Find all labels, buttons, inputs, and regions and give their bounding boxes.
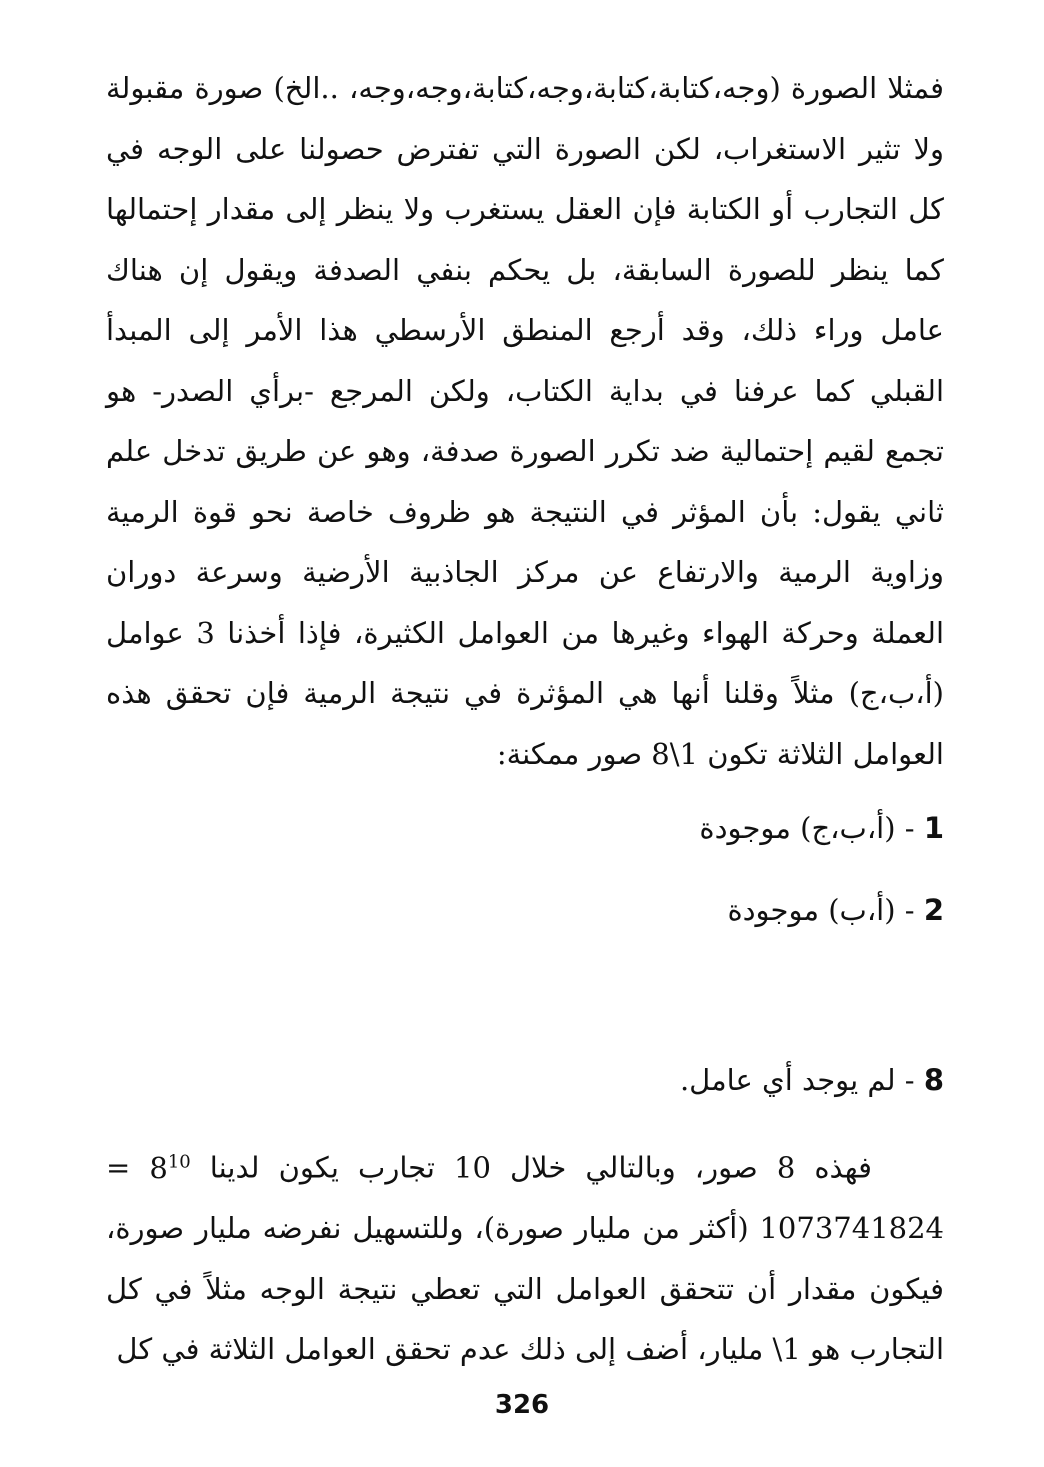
list-item-separator: -: [895, 1063, 915, 1097]
list-item-number: 2: [923, 893, 944, 927]
body-paragraph: [106, 1132, 944, 1380]
list-item-text: (أ،ب،ج) موجودة: [699, 811, 896, 845]
body-paragraph: فمثلا الصورة (وجه،كتابة،كتابة،وجه،كتابة،وجه،وجه، ..الخ) صورة مقبولة ولا تثير الاستغراب، لكن الصورة التي تفترض حصولنا على الوجه في كل التجارب أو الكتابة فإن العقل يستغرب ولا ينظر إلى مقدار إحتمالها كما ينظر للصورة السابقة، بل يحكم بنفي الصدفة ويقول إن هناك عامل وراء ذلك، وقد أرجع المنطق الأرسطي هذا الأمر إلى المبدأ القبلي كما عرفنا في بداية الكتاب، ولكن المرجع -برأي الصدر- هو تجمع لقيم إحتمالية ضد تكرر الصورة صدفة، وهو عن طريق تدخل علم ثاني يقول: بأن المؤثر في النتيجة هو ظروف خاصة نحو قوة الرمية وزاوية الرمية والارتفاع عن مركز الجاذبية الأرضية وسرعة دوران العملة وحركة الهواء وغيرها من العوامل الكثيرة، فإذا أخذنا 3 عوامل (أ،ب،ج) مثلاً وقلنا أنها هي المؤثرة في نتيجة الرمية فإن تحقق هذه العوامل الثلاثة تكون 1\8 صور ممكنة:: [106, 71, 944, 771]
list-item-number: 8: [923, 1063, 944, 1097]
list-item-separator: -: [895, 893, 915, 927]
list-item-text: لم يوجد أي عامل.: [679, 1063, 896, 1097]
page-number: 326: [494, 1390, 550, 1420]
power-base: 8: [149, 1150, 168, 1185]
list-item-text: (أ،ب) موجودة: [727, 893, 896, 927]
paragraph-text-end: = 1073741824 (أكثر من مليار صورة)، وللتسهيل نفرضه مليار صورة، فيكون مقدار أن تتحقق العوامل التي تعطي نتيجة الوجه مثلاً في كل التجارب هو 1\ مليار، أضف إلى ذلك عدم تحقق العوامل الثلاثة في كل: [106, 1150, 944, 1367]
list-item: [106, 1050, 944, 1110]
list-item-separator: -: [895, 811, 915, 845]
power-exponent: 10: [167, 1151, 191, 1172]
paragraph-text-start: فهذه 8 صور، وبالتالي خلال 10 تجارب يكون لدينا: [190, 1150, 872, 1185]
power-expression: [149, 1151, 190, 1185]
list-item: [106, 798, 944, 858]
list-item: [106, 880, 944, 940]
list-item-number: 1: [923, 811, 944, 845]
